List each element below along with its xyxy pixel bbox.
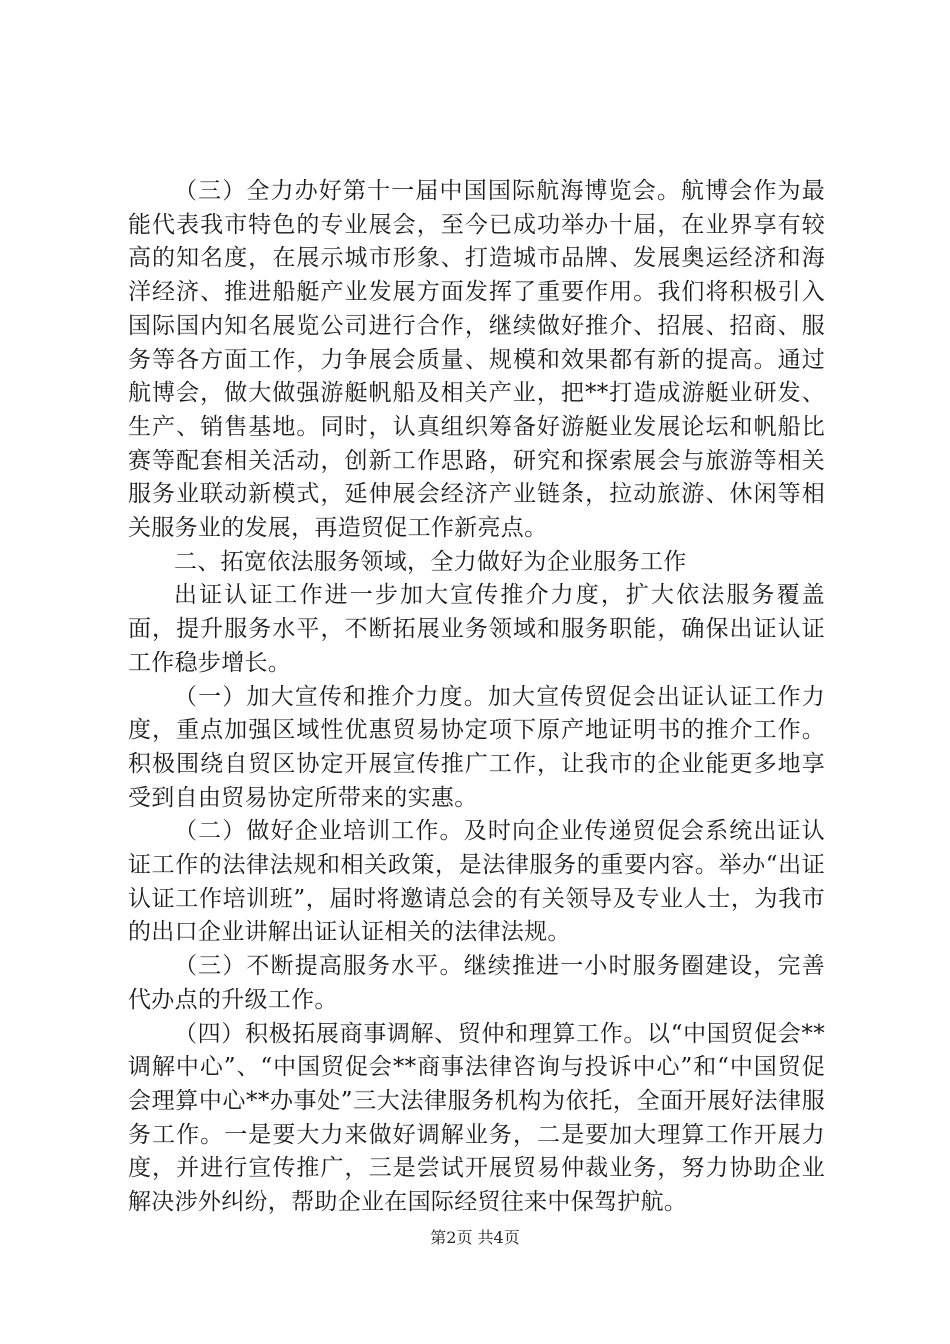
paragraph-certification-intro: 出证认证工作进一步加大宣传推介力度，扩大依法服务覆盖面，提升服务水平，不断拓展业务领域和服务职能，确保出证认证工作稳步增长。: [128, 582, 825, 676]
paragraph-training: （二）做好企业培训工作。及时向企业传递贸促会系统出证认证工作的法律法规和相关政策，是法律服务的重要内容。举办“出证认证工作培训班”，届时将邀请总会的有关领导及专业人士，为我市的出口企业讲解出证认证相关的法律法规。: [128, 818, 825, 946]
paragraph-expo: （三）全力办好第十一届中国国际航海博览会。航博会作为最能代表我市特色的专业展会，至今已成功举办十届，在业界享有较高的知名度，在展示城市形象、打造城市品牌、发展奥运经济和海洋经济、推进船艇产业发展方面发挥了重要作用。我们将积极引入国际国内知名展览公司进行合作，继续做好推介、招展、招商、服务等各方面工作，力争展会质量、规模和效果都有新的提高。通过航博会，做大做强游艇帆船及相关产业，把**打造成游艇业研发、生产、销售基地。同时，认真组织筹备好游艇业发展论坛和帆船比赛等配套相关活动，创新工作思路，研究和探索展会与旅游等相关服务业联动新模式，延伸展会经济产业链条，拉动旅游、休闲等相关服务业的发展，再造贸促工作新亮点。: [128, 178, 825, 542]
document-body: [128, 175, 825, 1220]
paragraph-promotion: （一）加大宣传和推介力度。加大宣传贸促会出证认证工作力度，重点加强区域性优惠贸易协定项下原产地证明书的推介工作。积极围绕自贸区协定开展宣传推广工作，让我市的企业能更多地享受到自由贸易协定所带来的实惠。: [128, 683, 825, 811]
paragraph-mediation: （四）积极拓展商事调解、贸仲和理算工作。以“中国贸促会**调解中心”、“中国贸促会**商事法律咨询与投诉中心”和“中国贸促会理算中心**办事处”三大法律服务机构为依托，全面开展好法律服务工作。一是要大力来做好调解业务，二是要加大理算工作开展力度，并进行宣传推广，三是尝试开展贸易仲裁业务，努力协助企业解决涉外纠纷，帮助企业在国际经贸往来中保驾护航。: [128, 1020, 825, 1216]
paragraph-service-level: （三）不断提高服务水平。继续推进一小时服务圈建设，完善代办点的升级工作。: [128, 953, 825, 1013]
section-heading-legal-service: 二、拓宽依法服务领域，全力做好为企业服务工作: [174, 548, 687, 575]
page-number-footer: 第2页 共4页: [430, 1228, 520, 1247]
